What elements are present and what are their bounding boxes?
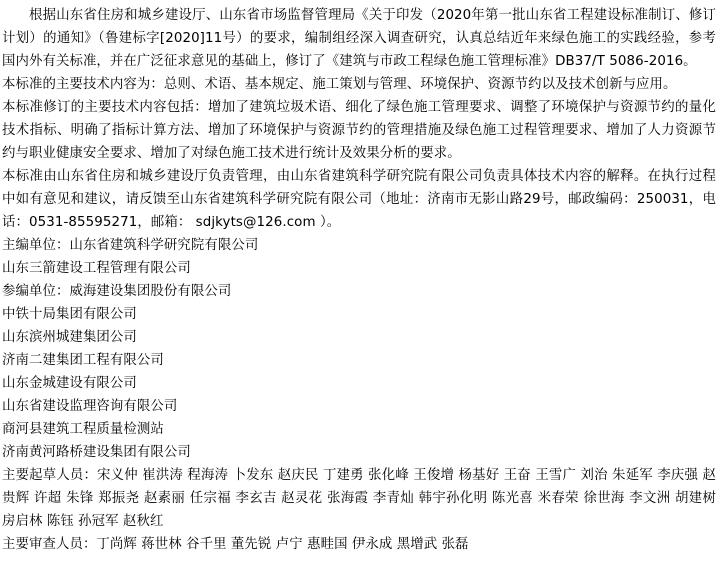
participating-unit: 济南黄河路桥建设集团有限公司: [2, 445, 191, 460]
participating-unit: 山东金城建设有限公司: [2, 376, 137, 391]
participating-unit: 中铁十局集团有限公司: [2, 307, 137, 322]
main-drafters: 主要起草人员：宋义仲 崔洪涛 程海涛 卜发东 赵庆民 丁建勇 张化峰 王俊增 杨基好 王奋 王雪广 刘治 朱延军 李庆强 赵贵辉 许超 朱锋 郑振尧 赵素丽 任宗福 李玄吉 赵灵花 张海霞 李青灿 韩宇孙化明 陈光喜 米春荣 徐世海 李文洲 胡建树 房启林 陈钰 孙冠军 赵秋红: [2, 468, 716, 529]
participating-unit: 山东省建设监理咨询有限公司: [2, 399, 178, 414]
main-reviewers: 主要审查人员：丁尚辉 蒋世林 谷千里 董先锐 卢宁 惠畦国 伊永成 黑增武 张磊: [2, 537, 469, 552]
chief-editor-unit-2: 山东三箭建设工程管理有限公司: [2, 261, 191, 276]
participating-unit: 济南二建集团工程有限公司: [2, 353, 164, 368]
chief-editor-unit: 主编单位：山东省建筑科学研究院有限公司: [2, 238, 259, 253]
participating-unit: 商河县建筑工程质量检测站: [2, 422, 164, 437]
technical-content-paragraph: 本标准的主要技术内容为：总则、术语、基本规定、施工策划与管理、环境保护、资源节约以及技术创新与应用。: [2, 77, 677, 92]
participating-unit: 参编单位：威海建设集团股份有限公司: [2, 284, 232, 299]
participating-unit: 山东滨州城建集团公司: [2, 330, 137, 345]
revision-content-paragraph: 本标准修订的主要技术内容包括：增加了建筑垃圾术语、细化了绿色施工管理要求、调整了环境保护与资源节约的量化技术指标、明确了指标计算方法、增加了环境保护与资源节约的管理措施及绿色施工过程管理要求、增加了人力资源节约与职业健康安全要求、增加了对绿色施工技术进行统计及效果分析的要求。: [2, 100, 716, 161]
intro-paragraph: 根据山东省住房和城乡建设厅、山东省市场监督管理局《关于印发（2020年第一批山东省工程建设标准制订、修订计划）的通知》（鲁建标字[2020]11号）的要求，编制组经深入调查研究，认真总结近年来绿色施工的实践经验，参考国内外有关标准，并在广泛征求意见的基础上，修订了《建筑与市政工程绿色施工管理标准》DB37/T 5086-2016。: [2, 8, 716, 69]
management-paragraph: 本标准由山东省住房和城乡建设厅负责管理，由山东省建筑科学研究院有限公司负责具体技术内容的解释。在执行过程中如有意见和建议，请反馈至山东省建筑科学研究院有限公司（地址：济南市无影山路29号，邮政编码：250031，电话：0531-85595271，邮箱： sdjkyts@126.com ）。: [2, 169, 716, 230]
